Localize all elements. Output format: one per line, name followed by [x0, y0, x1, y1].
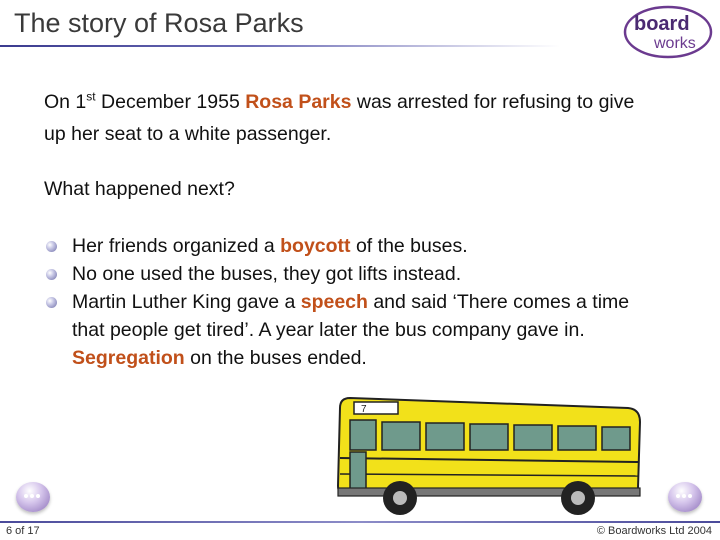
bullet-list	[44, 232, 644, 372]
next-slide-button[interactable]	[668, 482, 702, 512]
bullet-icon	[46, 269, 57, 280]
bullet-icon	[46, 241, 57, 252]
bullet-item: Martin Luther King gave a speech and said ‘There comes a time that people get tired’. A year later the bus company gave in. Segregation on the buses ended.	[44, 288, 644, 372]
svg-text:7: 7	[361, 404, 367, 415]
title-underline	[0, 45, 560, 47]
question-text: What happened next?	[44, 178, 235, 200]
ellipsis-icon	[676, 494, 694, 500]
slide-title: The story of Rosa Parks	[14, 8, 304, 38]
footer-rule	[0, 521, 720, 523]
boardworks-logo	[622, 4, 714, 60]
bullet-item: Her friends organized a boycott of the buses.	[44, 232, 644, 260]
bullet-item: No one used the buses, they got lifts instead.	[44, 260, 644, 288]
bullet-icon	[46, 297, 57, 308]
slide-counter: 6 of 17	[6, 525, 40, 537]
svg-text:works: works	[654, 35, 696, 52]
svg-text:board: board	[634, 13, 690, 35]
copyright-text: © Boardworks Ltd 2004	[596, 525, 712, 537]
school-bus-illustration	[328, 390, 648, 520]
intro-paragraph: On 1st December 1955 Rosa Parks was arrested for refusing to give up her seat to a white passenger.	[44, 89, 635, 145]
rosa-parks-highlight: Rosa Parks	[245, 91, 352, 113]
ellipsis-icon	[24, 494, 42, 500]
previous-slide-button[interactable]	[16, 482, 50, 512]
